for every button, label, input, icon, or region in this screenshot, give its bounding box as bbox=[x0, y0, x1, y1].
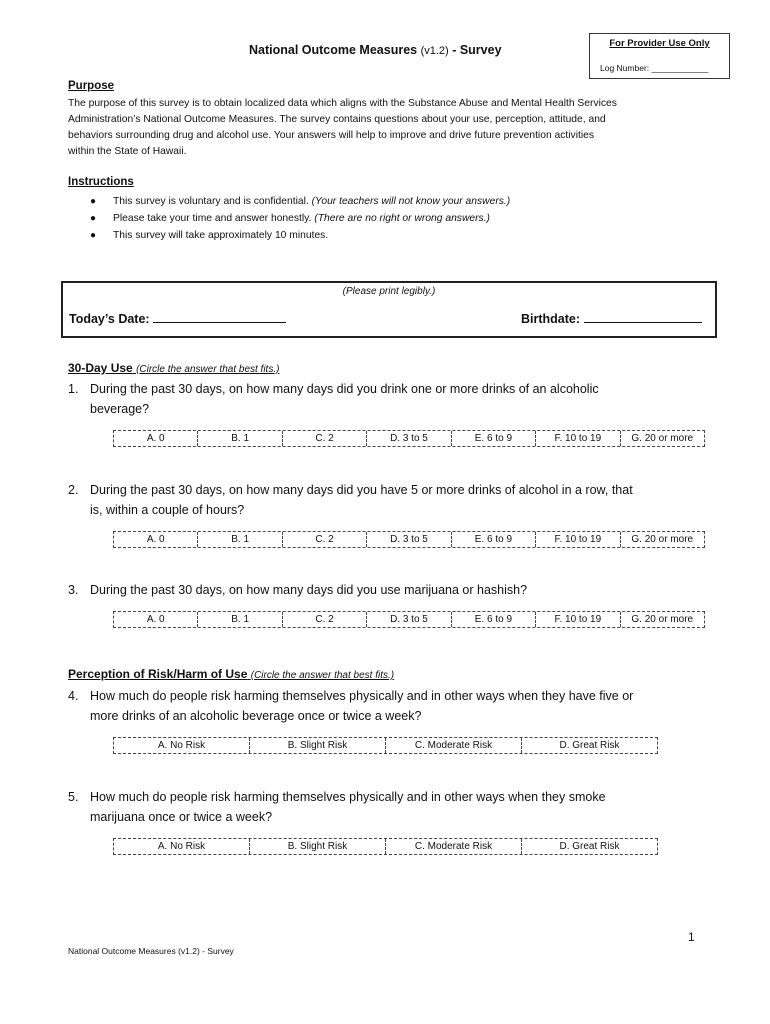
question-number: 2. bbox=[68, 483, 79, 497]
instructions-list bbox=[90, 193, 510, 244]
answer-option[interactable]: E. 6 to 9 bbox=[452, 431, 536, 446]
purpose-line: behaviors surrounding drug and alcohol use. Your answers will help to improve and drive future prevention activities bbox=[68, 130, 595, 141]
question-3 bbox=[68, 580, 708, 600]
answer-option[interactable]: E. 6 to 9 bbox=[452, 612, 536, 627]
answer-option[interactable]: C. Moderate Risk bbox=[386, 738, 522, 753]
instruction-item bbox=[90, 193, 510, 210]
answer-option[interactable]: F. 10 to 19 bbox=[536, 612, 620, 627]
answer-option[interactable]: C. 2 bbox=[283, 431, 367, 446]
question-1 bbox=[68, 379, 708, 419]
answer-option[interactable]: C. Moderate Risk bbox=[386, 839, 522, 854]
print-legibly-note: (Please print legibly.) bbox=[342, 286, 436, 297]
answer-option[interactable]: G. 20 or more bbox=[631, 614, 694, 625]
question-5 bbox=[68, 787, 708, 827]
answer-option[interactable]: F. 10 to 19 bbox=[536, 431, 620, 446]
section-note: (Circle the answer that best fits.) bbox=[250, 670, 395, 681]
section-title: Perception of Risk/Harm of Use bbox=[68, 667, 248, 681]
answer-option[interactable]: B. 1 bbox=[198, 431, 282, 446]
answer-option[interactable]: A. No Risk bbox=[114, 738, 250, 753]
answer-options-q5 bbox=[113, 838, 658, 855]
page-number: 1 bbox=[688, 930, 695, 944]
answer-option[interactable]: D. Great Risk bbox=[559, 841, 620, 852]
answer-option[interactable]: F. 10 to 19 bbox=[536, 532, 620, 547]
answer-option[interactable]: A. 0 bbox=[114, 612, 198, 627]
question-2 bbox=[68, 480, 708, 520]
question-text: During the past 30 days, on how many days did you have 5 or more drinks of alcohol in a row, that bbox=[90, 483, 633, 497]
instructions-heading: Instructions bbox=[68, 176, 134, 188]
answer-option[interactable]: B. 1 bbox=[198, 612, 282, 627]
bullet-icon: ● bbox=[90, 213, 97, 224]
section-note: (Circle the answer that best fits.) bbox=[136, 364, 280, 375]
instruction-text: This survey will take approximately 10 minutes. bbox=[113, 230, 329, 241]
answer-option[interactable]: D. 3 to 5 bbox=[367, 431, 451, 446]
answer-option[interactable]: A. No Risk bbox=[114, 839, 250, 854]
question-text: During the past 30 days, on how many days did you drink one or more drinks of an alcoholic bbox=[90, 382, 599, 396]
question-text: During the past 30 days, on how many days did you use marijuana or hashish? bbox=[90, 583, 528, 597]
question-number: 3. bbox=[68, 583, 79, 597]
question-number: 1. bbox=[68, 382, 79, 396]
instruction-note: (There are no right or wrong answers.) bbox=[314, 213, 490, 224]
answer-options-q3 bbox=[113, 611, 705, 628]
answer-option[interactable]: C. 2 bbox=[283, 612, 367, 627]
answer-option[interactable]: D. 3 to 5 bbox=[367, 612, 451, 627]
footer-text: National Outcome Measures (v1.2) - Survey bbox=[68, 946, 234, 956]
section-heading-perception-of-risk bbox=[68, 667, 394, 681]
page-title bbox=[249, 43, 502, 57]
answer-option[interactable]: B. 1 bbox=[198, 532, 282, 547]
question-text: How much do people risk harming themselves physically and in other ways when they have five or bbox=[90, 689, 634, 703]
answer-option[interactable]: G. 20 or more bbox=[631, 433, 694, 444]
answer-option[interactable]: C. 2 bbox=[283, 532, 367, 547]
answer-option[interactable]: A. 0 bbox=[114, 431, 198, 446]
title-suffix: - Survey bbox=[452, 43, 502, 57]
section-heading-30-day-use bbox=[68, 361, 279, 375]
answer-option[interactable]: D. Great Risk bbox=[559, 740, 620, 751]
question-number: 4. bbox=[68, 689, 79, 703]
log-number-field[interactable]: Log Number: ____________ bbox=[600, 63, 709, 73]
respondent-info-box bbox=[61, 281, 717, 338]
bullet-icon: ● bbox=[90, 196, 97, 207]
instruction-item bbox=[90, 210, 510, 227]
title-main: National Outcome Measures bbox=[249, 43, 418, 57]
question-text-cont: more drinks of an alcoholic beverage once or twice a week? bbox=[90, 709, 422, 723]
instruction-text: Please take your time and answer honestly. bbox=[113, 213, 312, 224]
answer-options-q2 bbox=[113, 531, 705, 548]
answer-option[interactable]: B. Slight Risk bbox=[250, 839, 386, 854]
purpose-line: The purpose of this survey is to obtain localized data which aligns with the Substance Abuse and Mental Health Services bbox=[68, 98, 617, 109]
todays-date-field: Today’s Date: bbox=[69, 310, 286, 326]
provider-use-box bbox=[589, 33, 730, 79]
answer-option[interactable]: E. 6 to 9 bbox=[452, 532, 536, 547]
section-title: 30-Day Use bbox=[68, 361, 133, 375]
title-version: (v1.2) bbox=[420, 45, 449, 57]
birthdate-input[interactable] bbox=[584, 310, 702, 323]
question-4 bbox=[68, 686, 708, 726]
todays-date-input[interactable] bbox=[153, 310, 286, 323]
answer-options-q1 bbox=[113, 430, 705, 447]
purpose-heading: Purpose bbox=[68, 80, 115, 92]
question-text: How much do people risk harming themselves physically and in other ways when they smoke bbox=[90, 790, 606, 804]
instruction-item bbox=[90, 227, 510, 244]
birthdate-field: Birthdate: bbox=[521, 310, 702, 326]
question-text-cont: is, within a couple of hours? bbox=[90, 503, 245, 517]
answer-option[interactable]: D. 3 to 5 bbox=[367, 532, 451, 547]
answer-option[interactable]: A. 0 bbox=[114, 532, 198, 547]
answer-option[interactable]: B. Slight Risk bbox=[250, 738, 386, 753]
purpose-text bbox=[68, 96, 698, 160]
question-text-cont: beverage? bbox=[90, 402, 150, 416]
provider-box-title: For Provider Use Only bbox=[609, 38, 710, 49]
bullet-icon: ● bbox=[90, 230, 97, 241]
question-text-cont: marijuana once or twice a week? bbox=[90, 810, 273, 824]
birthdate-label: Birthdate bbox=[521, 312, 576, 326]
instruction-text: This survey is voluntary and is confidential. bbox=[113, 196, 309, 207]
purpose-line: within the State of Hawaii. bbox=[68, 146, 187, 157]
answer-option[interactable]: G. 20 or more bbox=[631, 534, 694, 545]
answer-options-q4 bbox=[113, 737, 658, 754]
instruction-note: (Your teachers will not know your answers.) bbox=[311, 196, 511, 207]
todays-date-label: Today’s Date bbox=[69, 312, 146, 326]
purpose-line: Administration’s National Outcome Measures. The survey contains questions about your use, perception, attitude, and bbox=[68, 114, 606, 125]
question-number: 5. bbox=[68, 790, 79, 804]
